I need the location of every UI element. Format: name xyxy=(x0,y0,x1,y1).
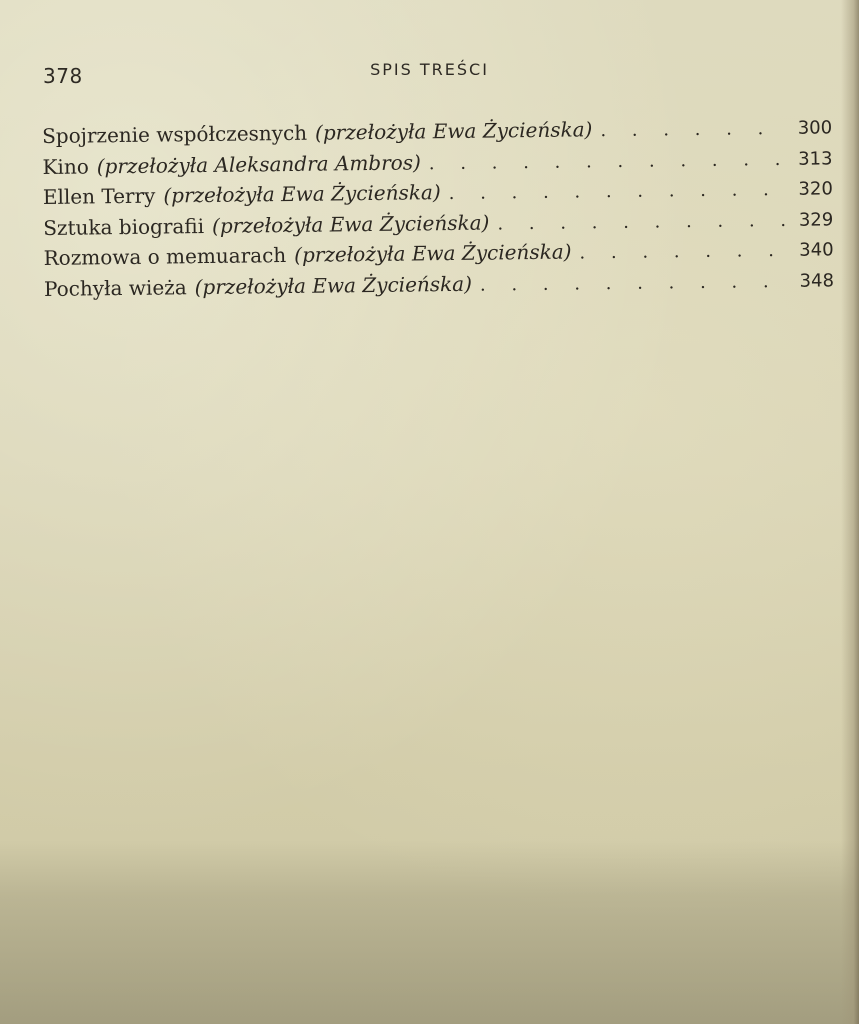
toc-entry-translator: (przełożyła Ewa Życieńska) xyxy=(194,271,473,299)
toc-entry-title: Sztuka biografii xyxy=(43,213,205,240)
dot-leader xyxy=(497,209,789,234)
dot-leader xyxy=(579,240,789,264)
table-of-contents xyxy=(42,114,834,307)
toc-entry-page: 340 xyxy=(799,239,834,261)
page-edge xyxy=(841,0,859,1024)
toc-entry-translator: (przełożyła Ewa Życieńska) xyxy=(211,210,490,238)
page-number: 378 xyxy=(43,64,83,88)
toc-entry-page: 320 xyxy=(798,178,833,200)
toc-entry-translator: (przełożyła Ewa Życieńska) xyxy=(294,239,572,267)
dot-leader xyxy=(480,270,790,295)
toc-entry-translator: (przełożyła Aleksandra Ambros) xyxy=(96,149,421,178)
toc-entry-page: 348 xyxy=(799,269,835,292)
toc-entry-title: Spojrzenie współczesnych xyxy=(42,120,308,148)
toc-entry-page: 313 xyxy=(797,147,833,170)
photo-shadow xyxy=(0,840,859,1024)
toc-entry-page: 329 xyxy=(798,208,834,231)
toc-entry-title: Pochyła wieża xyxy=(43,274,187,301)
dot-leader xyxy=(429,148,789,173)
toc-entry-title: Rozmowa o memuarach xyxy=(43,243,287,270)
toc-entry-title: Ellen Terry xyxy=(42,183,156,209)
toc-entry-title: Kino xyxy=(42,153,89,179)
toc-entry-page: 300 xyxy=(797,117,833,139)
toc-entry-translator: (przełożyła Ewa Życieńska) xyxy=(314,117,593,145)
toc-entry-translator: (przełożyła Ewa Życieńska) xyxy=(163,180,441,208)
dot-leader xyxy=(600,118,788,141)
dot-leader xyxy=(449,179,789,204)
running-head: SPIS TREŚCI xyxy=(370,60,489,79)
